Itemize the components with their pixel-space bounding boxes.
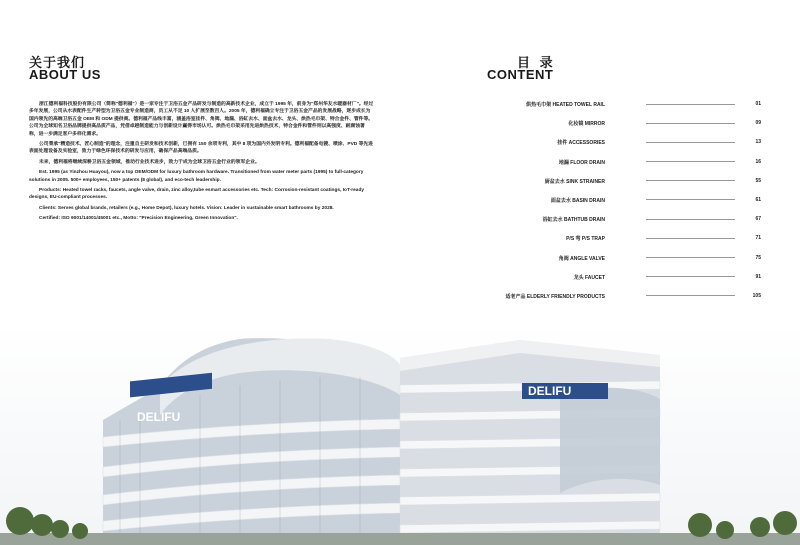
right-building <box>400 340 660 545</box>
about-title-en: ABOUT US <box>29 67 101 82</box>
headquarters-building-photo <box>0 325 800 545</box>
toc-item-label: 化妆镜 MIRROR <box>568 121 605 128</box>
toc-leader-line <box>646 104 735 105</box>
toc-item-page: 55 <box>755 177 761 184</box>
toc-item <box>480 157 765 176</box>
about-paragraph: Est. 1995 (as Yinzhou Huayou), now a top OEM/ODM for luxury bathroom hardware. Transitioned from water meter parts (1995) to full-category solutions in 2005. 500+ employees, 150+ patents (8 global), and eco-tech leadership. <box>29 170 364 183</box>
toc-item-page: 91 <box>755 273 761 280</box>
toc-title-cn: 目 录 <box>517 55 556 70</box>
about-paragraph: 浙江德利福科技股份有限公司（简称"德利福"）是一家专注于卫浴五金产品研发与制造的高新技术企业，成立于 1995 年，前身为"郑州华友水暖器材厂"。经过多年发展，公司从水表配件生产转型为卫浴五金专业制造商，员工从不足 10 人扩展至数百人。2005 年，德利福确立专注于卫浴五金产品的发展战略，逐步成长为国内领先的高端卫浴五金 OEM 和 ODM 提供商。德利福产品线丰富，涵盖浴室挂件、角阀、地漏、浴缸去水、面盆去水、龙头、烘热毛巾架、特合金件、管件等。公司为全球知名卫浴品牌提供高品质产品，凭借卓越制造能力与创新设计赢得市场认可。烘热毛巾架采用先进烘热技术，特合金件和管件则以高强度、耐腐蚀著称，进一步满足客户多样化需求。 <box>29 102 374 137</box>
toc-item-label: P/S 弯 P/S TRAP <box>566 236 605 243</box>
toc-item-page: 75 <box>755 254 761 261</box>
about-paragraph: Clients: Serves global brands, retailers (e.g., Home Depot), luxury hotels. Vision: Leader in sustainable smart bathrooms by 2028. <box>39 205 334 211</box>
toc-item-label: 角阀 ANGLE VALVE <box>558 255 605 262</box>
toc-item-page: 71 <box>755 235 761 242</box>
toc-item-label: 地漏 FLOOR DRAIN <box>558 159 605 166</box>
toc-item-page: 13 <box>755 139 761 146</box>
toc-item-label: 适老产品 ELDERLY FRIENDLY PRODUCTS <box>505 293 605 300</box>
toc-leader-line <box>646 295 735 296</box>
toc-item <box>480 118 765 137</box>
toc-item <box>480 214 765 233</box>
toc-leader-line <box>646 219 735 220</box>
toc-item <box>480 291 765 310</box>
about-text <box>29 101 374 226</box>
table-of-contents <box>480 99 765 310</box>
toc-item <box>480 233 765 252</box>
toc-item-label: 面盆去水 BASIN DRAIN <box>550 197 605 204</box>
left-building-sign: DELIFU <box>137 410 181 424</box>
toc-item-label: 挂件 ACCESSORIES <box>557 140 605 147</box>
about-title-cn: 关于我们 <box>29 55 86 70</box>
about-paragraph: Certified: ISO 9001/14001/45001 etc., Motto: "Precision Engineering, Green Innovation". <box>39 216 238 222</box>
toc-leader-line <box>646 257 735 258</box>
toc-item <box>480 272 765 291</box>
toc-item <box>480 253 765 272</box>
toc-leader-line <box>646 180 735 181</box>
toc-item-label: 烘热毛巾架 HEATED TOWEL RAIL <box>526 102 605 108</box>
toc-leader-line <box>646 161 735 162</box>
toc-title-en: CONTENT <box>487 67 554 82</box>
toc-item-page: 105 <box>752 292 761 299</box>
about-paragraph: 未来，德利福将继续深耕卫浴五金领域，推动行业技术进步，致力于成为全球卫浴五金行业的领军企业。 <box>39 159 260 165</box>
toc-leader-line <box>646 238 735 239</box>
right-building-sign: DELIFU <box>528 384 572 398</box>
toc-item-label: 厨盆去水 SINK STRAINER <box>544 178 605 185</box>
toc-item <box>480 137 765 156</box>
toc-item-page: 67 <box>755 216 761 223</box>
toc-leader-line <box>646 142 735 143</box>
toc-leader-line <box>646 199 735 200</box>
toc-item-page: 61 <box>755 196 761 203</box>
toc-leader-line <box>646 123 735 124</box>
toc-leader-line <box>646 276 735 277</box>
toc-item <box>480 176 765 195</box>
toc-item-label: 龙头 FAUCET <box>573 274 605 281</box>
toc-item-page: 16 <box>755 158 761 165</box>
toc-item-page: 01 <box>755 101 761 107</box>
toc-item-page: 09 <box>755 120 761 127</box>
toc-item-label: 浴缸去水 BATHTUB DRAIN <box>542 217 605 224</box>
about-paragraph: Products: Heated towel racks, faucets, angle valve, drain, zinc alloy,tube esmart accessories etc. Tech: Corrosion-resistant coatings, IoT-ready designs, EU-compliant processes. <box>29 188 365 201</box>
about-paragraph: 公司秉承"精造技术、匠心制造"的理念，注重自主研发和技术创新，已拥有 150 余项专利，其中 8 项为国内外发明专利。德利福配备电镀、喷涂、PVD 等先进表面处理设备及实验室，致力于绿色环保技术的研发与应用，确保产品高端品质。 <box>29 142 373 155</box>
toc-item <box>480 99 765 118</box>
toc-item <box>480 195 765 214</box>
